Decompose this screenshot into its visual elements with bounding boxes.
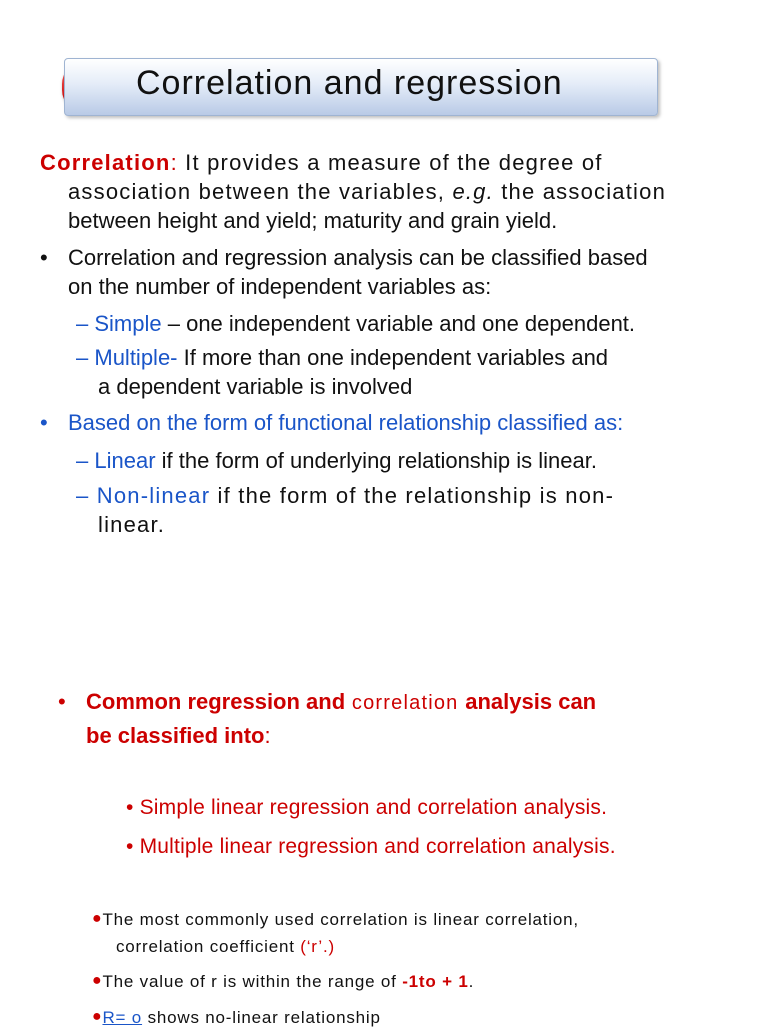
- note-2: ●The value of r is within the range of -1to + 1.: [92, 971, 475, 991]
- bullet-marker: •: [40, 245, 48, 270]
- common-line-2: be classified into:: [86, 723, 271, 748]
- correlation-term: Correlation: [40, 150, 171, 175]
- type-item-simple: • Simple linear regression and correlation analysis.: [126, 796, 608, 819]
- red-dot-icon: ●: [92, 1007, 103, 1025]
- red-dot-icon: ●: [92, 909, 103, 927]
- bullet-marker: •: [40, 410, 48, 435]
- sub-item-simple: – Simple – one independent variable and one dependent.: [76, 311, 636, 336]
- intro-line-2: association between the variables, e.g. the association: [68, 179, 667, 204]
- intro-line-3: between height and yield; maturity and grain yield.: [68, 208, 558, 233]
- sub-item-nonlinear-line-2: linear.: [98, 512, 166, 537]
- sub-item-linear: – Linear if the form of underlying relationship is linear.: [76, 448, 597, 473]
- page-title: Correlation and regression: [136, 64, 563, 102]
- sub-item-multiple-line-2: a dependent variable is involved: [98, 374, 413, 399]
- note-1-line-1: ●The most commonly used correlation is linear correlation,: [92, 909, 579, 929]
- note-1-line-2: correlation coefficient (‘r’.): [116, 937, 335, 956]
- sub-item-multiple: – Multiple- If more than one independent variables and: [76, 345, 609, 370]
- red-dot-icon: ●: [92, 971, 103, 989]
- type-item-multiple: • Multiple linear regression and correlation analysis.: [126, 835, 616, 858]
- common-line-1: Common regression and correlation analysis can: [86, 689, 597, 714]
- bullet1-line-2: on the number of independent variables as:: [68, 274, 492, 299]
- bullet1-line-1: Correlation and regression analysis can be classified based: [68, 245, 648, 270]
- note-3: ●R= o shows no-linear relationship: [92, 1007, 381, 1027]
- bullet-marker: •: [58, 689, 66, 714]
- intro-line-1: Correlation: It provides a measure of the degree of: [40, 150, 603, 175]
- bullet2-line-1: Based on the form of functional relationship classified as:: [68, 410, 624, 435]
- sub-item-nonlinear: – Non-linear if the form of the relationship is non-: [76, 483, 615, 508]
